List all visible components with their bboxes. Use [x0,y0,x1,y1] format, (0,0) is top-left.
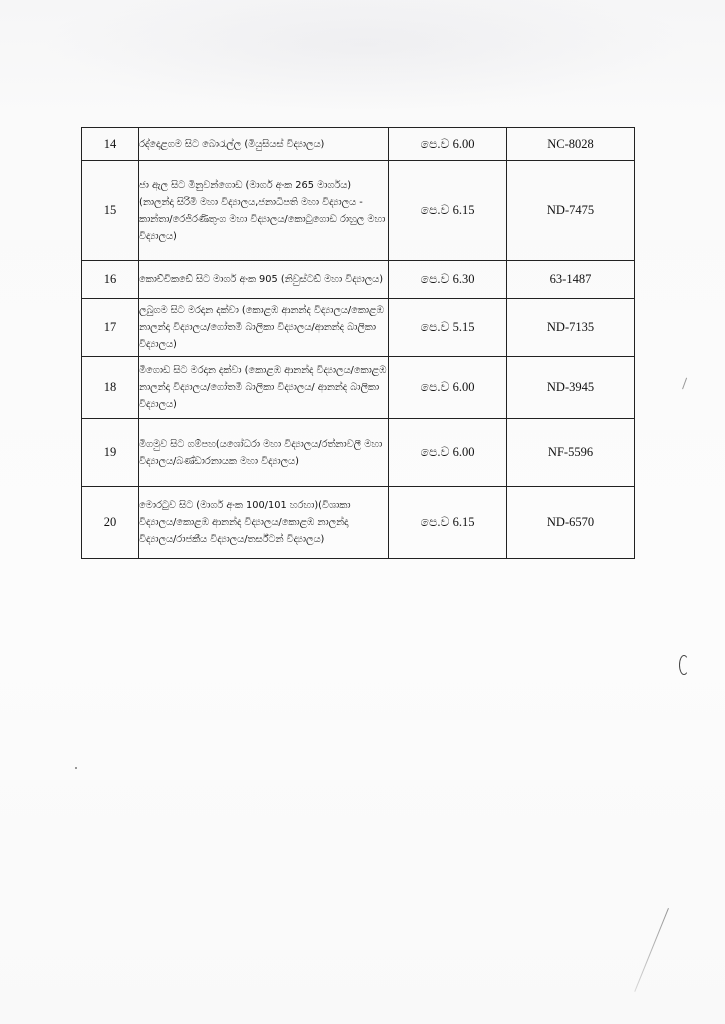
row-number: 15 [82,161,139,261]
departure-time: පෙ.ව 6.15 [389,487,507,559]
table-row [82,419,635,487]
departure-time: පෙ.ව 6.30 [389,261,507,299]
margin-mark [679,655,689,675]
vehicle-number: NF-5596 [507,419,635,487]
route-description: මිගමුව සිට ගම්පහ(යශෝධරා මහා විද්‍යාලය/රත්නාවලී මහා විද්‍යාලය/බණ්ඩාරනායක මහා විද්‍යාලය) [139,419,389,487]
table-row [82,487,635,559]
departure-time: පෙ.ව 6.00 [389,357,507,419]
departure-time: පෙ.ව 6.15 [389,161,507,261]
vehicle-number: ND-3945 [507,357,635,419]
vehicle-number: NC-8028 [507,128,635,161]
bus-schedule-table [81,127,635,559]
route-description: රද්දොළගම සිට බොරැල්ල (මියුසියස් විද්‍යාලය) [139,128,389,161]
route-description: මීගොඩ සිට මරදාන දක්වා (කොළඹ ආනන්ද විද්‍යාලය/කොළඹ නාලන්දා විද්‍යාලය/ගෝතමී බාලිකා විද්‍යාලය/ ආනන්ද බාලිකා විද්‍යාලය) [139,357,389,419]
margin-mark [682,378,690,391]
vehicle-number: ND-7135 [507,299,635,357]
row-number: 19 [82,419,139,487]
vehicle-number: ND-6570 [507,487,635,559]
row-number: 16 [82,261,139,299]
table-row [82,357,635,419]
vehicle-number: 63-1487 [507,261,635,299]
scan-shadow [40,0,690,110]
speck [75,767,77,769]
row-number: 20 [82,487,139,559]
table-row [82,128,635,161]
route-description: ජා ඇල සිට මිනුවන්ගොඩ (මාර්ග අංක 265 මාර්ගය) (නාලන්දා සිරිමි මහා විද්‍යාලය,ජනාධිපති මහා විද්‍යාලය - කාන්තා/රෙජිරණිතුංග මහා විද්‍යාලය/කොටුගොඩ රාහුල මහා විද්‍යාලය) [139,161,389,261]
departure-time: පෙ.ව 6.00 [389,419,507,487]
table-row [82,261,635,299]
row-number: 14 [82,128,139,161]
departure-time: පෙ.ව 5.15 [389,299,507,357]
row-number: 17 [82,299,139,357]
table-row [82,299,635,357]
route-description: කොච්චිකඩේ සිට මාර්ග අංක 905 (නිවුස්ටඩ් මහා විද්‍යාලය) [139,261,389,299]
scan-scratch [634,908,669,992]
vehicle-number: ND-7475 [507,161,635,261]
row-number: 18 [82,357,139,419]
table-row [82,161,635,261]
departure-time: පෙ.ව 6.00 [389,128,507,161]
route-description: ලබුගම සිට මරදාන දක්වා (කොළඹ ආනන්ද විද්‍යාලය/කොළඹ නාලන්දා විද්‍යාලය/ගෝතමී බාලිකා විද්‍යාලය/ආනන්ද බාලිකා විද්‍යාලය) [139,299,389,357]
route-description: මොරටුව සිට (මාර්ග අංක 100/101 හරහා)(විශාකා විද්‍යාලය/කොළඹ ආනන්ද විද්‍යාලය/කොළඹ නාලන්දා විද්‍යාලය/රාජකීය විද්‍යාලය/තර්ස්ටන් විද්‍යාලය) [139,487,389,559]
